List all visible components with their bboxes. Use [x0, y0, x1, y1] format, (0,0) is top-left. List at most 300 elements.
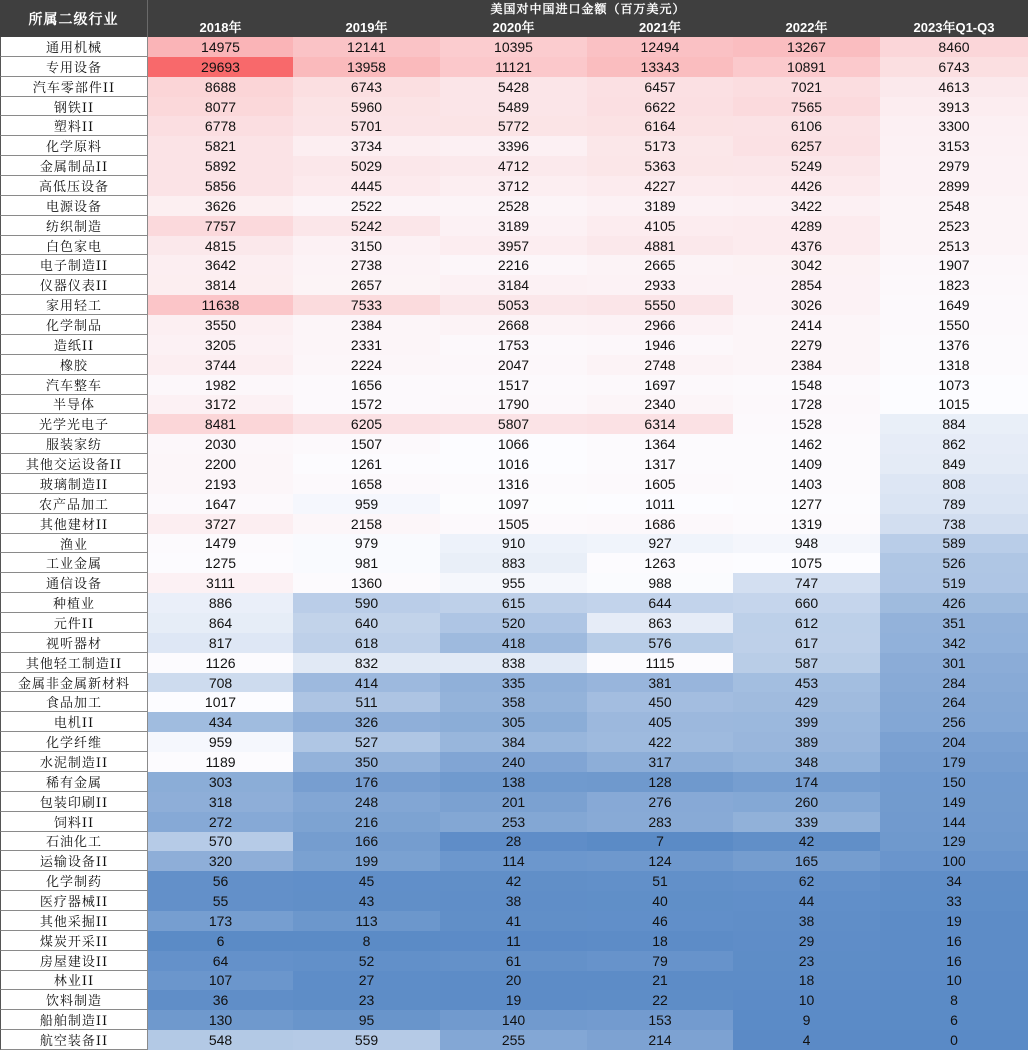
- heatmap-cell: 5489: [440, 97, 587, 117]
- heatmap-cell: 519: [880, 573, 1028, 593]
- heatmap-cell: 350: [293, 752, 440, 772]
- heatmap-cell: 1277: [733, 494, 880, 514]
- heatmap-cell: 955: [440, 573, 587, 593]
- heatmap-cell: 144: [880, 812, 1028, 832]
- heatmap-cell: 95: [293, 1010, 440, 1030]
- heatmap-cell: 817: [148, 633, 293, 653]
- heatmap-cell: 808: [880, 474, 1028, 494]
- heatmap-cell: 8: [293, 931, 440, 951]
- column-header-2019: 2019年: [345, 20, 388, 35]
- heatmap-cell: 12494: [587, 37, 733, 57]
- heatmap-cell: 176: [293, 772, 440, 792]
- heatmap-cell: 13958: [293, 57, 440, 77]
- heatmap-cell: 201: [440, 792, 587, 812]
- heatmap-cell: 862: [880, 434, 1028, 454]
- heatmap-cell: 23: [733, 951, 880, 971]
- row-label: 服装家纺: [0, 434, 148, 454]
- heatmap-cell: 2668: [440, 315, 587, 335]
- heatmap-cell: 3814: [148, 275, 293, 295]
- heatmap-cell: 1075: [733, 553, 880, 573]
- heatmap-cell: 5053: [440, 295, 587, 315]
- heatmap-cell: 526: [880, 553, 1028, 573]
- heatmap-cell: 2279: [733, 335, 880, 355]
- heatmap-cell: 342: [880, 633, 1028, 653]
- row-label: 化学原料: [0, 136, 148, 156]
- heatmap-cell: 8: [880, 990, 1028, 1010]
- row-label: 光学光电子: [0, 414, 148, 434]
- heatmap-cell: 389: [733, 732, 880, 752]
- heatmap-cell: 124: [587, 851, 733, 871]
- heatmap-cell: 23: [293, 990, 440, 1010]
- heatmap-cell: 248: [293, 792, 440, 812]
- heatmap-cell: 1263: [587, 553, 733, 573]
- heatmap-cell: 11121: [440, 57, 587, 77]
- heatmap-cell: 284: [880, 673, 1028, 693]
- heatmap-cell: 618: [293, 633, 440, 653]
- heatmap-cell: 4227: [587, 176, 733, 196]
- heatmap-cell: 2657: [293, 275, 440, 295]
- heatmap-cell: 2933: [587, 275, 733, 295]
- heatmap-cell: 2665: [587, 255, 733, 275]
- heatmap-cell: 10395: [440, 37, 587, 57]
- heatmap-cell: 10: [880, 971, 1028, 991]
- heatmap-cell: 1823: [880, 275, 1028, 295]
- heatmap-cell: 14975: [148, 37, 293, 57]
- heatmap-cell: 863: [587, 613, 733, 633]
- row-label: 金属非金属新材料: [0, 673, 148, 693]
- row-label: 医疗器械II: [0, 891, 148, 911]
- heatmap-cell: 51: [587, 871, 733, 891]
- heatmap-cell: 276: [587, 792, 733, 812]
- heatmap-cell: 114: [440, 851, 587, 871]
- row-label: 船舶制造II: [0, 1010, 148, 1030]
- heatmap-cell: 43: [293, 891, 440, 911]
- heatmap-cell: 326: [293, 712, 440, 732]
- heatmap-cell: 988: [587, 573, 733, 593]
- row-label: 其他建材II: [0, 514, 148, 534]
- heatmap-cell: 511: [293, 692, 440, 712]
- heatmap-cell: 1647: [148, 494, 293, 514]
- heatmap-cell: 3184: [440, 275, 587, 295]
- heatmap-cell: 959: [148, 732, 293, 752]
- row-label: 渔业: [0, 534, 148, 554]
- heatmap-cell: 6: [880, 1010, 1028, 1030]
- heatmap-cell: 317: [587, 752, 733, 772]
- heatmap-cell: 33: [880, 891, 1028, 911]
- heatmap-cell: 2979: [880, 156, 1028, 176]
- heatmap-cell: 5249: [733, 156, 880, 176]
- heatmap-cell: 590: [293, 593, 440, 613]
- heatmap-cell: 434: [148, 712, 293, 732]
- row-label: 汽车整车: [0, 375, 148, 395]
- row-label: 橡胶: [0, 355, 148, 375]
- heatmap-cell: 2738: [293, 255, 440, 275]
- heatmap-cell: 1548: [733, 375, 880, 395]
- heatmap-cell: 0: [880, 1030, 1028, 1050]
- heatmap-cell: 2158: [293, 514, 440, 534]
- heatmap-cell: 3153: [880, 136, 1028, 156]
- heatmap-cell: 2030: [148, 434, 293, 454]
- heatmap-cell: 305: [440, 712, 587, 732]
- heatmap-cell: 3727: [148, 514, 293, 534]
- heatmap-cell: 5029: [293, 156, 440, 176]
- heatmap-cell: 644: [587, 593, 733, 613]
- heatmap-cell: 4613: [880, 77, 1028, 97]
- heatmap-cell: 29: [733, 931, 880, 951]
- heatmap-cell: 3913: [880, 97, 1028, 117]
- heatmap-cell: 1126: [148, 653, 293, 673]
- row-label: 造纸II: [0, 335, 148, 355]
- heatmap-cell: 34: [880, 871, 1028, 891]
- table-header: [0, 0, 1028, 37]
- row-label: 通信设备: [0, 573, 148, 593]
- heatmap-cell: 3550: [148, 315, 293, 335]
- heatmap-cell: 1753: [440, 335, 587, 355]
- heatmap-cell: 8077: [148, 97, 293, 117]
- heatmap-cell: 56: [148, 871, 293, 891]
- heatmap-cell: 11638: [148, 295, 293, 315]
- row-label: 其他采掘II: [0, 911, 148, 931]
- row-label: 钢铁II: [0, 97, 148, 117]
- heatmap-cell: 21: [587, 971, 733, 991]
- heatmap-cell: 981: [293, 553, 440, 573]
- heatmap-cell: 8460: [880, 37, 1028, 57]
- row-label: 化学制药: [0, 871, 148, 891]
- row-label: 饲料II: [0, 812, 148, 832]
- heatmap-cell: 4445: [293, 176, 440, 196]
- heatmap-cell: 348: [733, 752, 880, 772]
- heatmap-cell: 140: [440, 1010, 587, 1030]
- heatmap-cell: 708: [148, 673, 293, 693]
- heatmap-cell: 4: [733, 1030, 880, 1050]
- heatmap-cell: 4376: [733, 236, 880, 256]
- heatmap-cell: 301: [880, 653, 1028, 673]
- heatmap-cell: 52: [293, 951, 440, 971]
- heatmap-cell: 381: [587, 673, 733, 693]
- heatmap-cell: 2224: [293, 355, 440, 375]
- heatmap-cell: 5173: [587, 136, 733, 156]
- column-header-2022: 2022年: [785, 20, 828, 35]
- heatmap-cell: 3189: [587, 196, 733, 216]
- heatmap-cell: 100: [880, 851, 1028, 871]
- heatmap-cell: 2047: [440, 355, 587, 375]
- row-label: 电源设备: [0, 196, 148, 216]
- heatmap-cell: 10891: [733, 57, 880, 77]
- heatmap-cell: 450: [587, 692, 733, 712]
- heatmap-cell: 414: [293, 673, 440, 693]
- row-label: 化学纤维: [0, 732, 148, 752]
- row-label: 半导体: [0, 395, 148, 415]
- heatmap-cell: 6622: [587, 97, 733, 117]
- heatmap-cell: 6: [148, 931, 293, 951]
- heatmap-cell: 3172: [148, 395, 293, 415]
- heatmap-cell: 1376: [880, 335, 1028, 355]
- heatmap-cell: 7021: [733, 77, 880, 97]
- heatmap-cell: 150: [880, 772, 1028, 792]
- heatmap-cell: 559: [293, 1030, 440, 1050]
- heatmap-cell: 5428: [440, 77, 587, 97]
- heatmap-cell: 128: [587, 772, 733, 792]
- heatmap-cell: 3042: [733, 255, 880, 275]
- heatmap-cell: 849: [880, 454, 1028, 474]
- heatmap-cell: 165: [733, 851, 880, 871]
- row-label: 种植业: [0, 593, 148, 613]
- heatmap-cell: 4712: [440, 156, 587, 176]
- heatmap-cell: 1605: [587, 474, 733, 494]
- heatmap-cell: 18: [733, 971, 880, 991]
- row-label: 包装印刷II: [0, 792, 148, 812]
- heatmap-cell: 38: [440, 891, 587, 911]
- heatmap-cell: 617: [733, 633, 880, 653]
- heatmap-cell: 1505: [440, 514, 587, 534]
- heatmap-cell: 2523: [880, 216, 1028, 236]
- heatmap-cell: 2854: [733, 275, 880, 295]
- heatmap-cell: 3111: [148, 573, 293, 593]
- heatmap-cell: 214: [587, 1030, 733, 1050]
- row-header-title: 所属二级行业: [0, 0, 148, 37]
- heatmap-cell: 79: [587, 951, 733, 971]
- heatmap-cell: 174: [733, 772, 880, 792]
- heatmap-cell: 2548: [880, 196, 1028, 216]
- heatmap-cell: 13343: [587, 57, 733, 77]
- row-label: 元件II: [0, 613, 148, 633]
- heatmap-cell: 612: [733, 613, 880, 633]
- heatmap-cell: 46: [587, 911, 733, 931]
- heatmap-cell: 256: [880, 712, 1028, 732]
- heatmap-cell: 4815: [148, 236, 293, 256]
- heatmap-cell: 44: [733, 891, 880, 911]
- heatmap-cell: 27: [293, 971, 440, 991]
- heatmap-cell: 13267: [733, 37, 880, 57]
- heatmap-cell: 3744: [148, 355, 293, 375]
- heatmap-cell: 8481: [148, 414, 293, 434]
- heatmap-cell: 527: [293, 732, 440, 752]
- heatmap-cell: 2216: [440, 255, 587, 275]
- row-label: 视听器材: [0, 633, 148, 653]
- row-label: 化学制品: [0, 315, 148, 335]
- heatmap-cell: 520: [440, 613, 587, 633]
- heatmap-cell: 173: [148, 911, 293, 931]
- heatmap-cell: 6743: [880, 57, 1028, 77]
- heatmap-cell: 1507: [293, 434, 440, 454]
- heatmap-cell: 4881: [587, 236, 733, 256]
- heatmap-cell: 6257: [733, 136, 880, 156]
- heatmap-cell: 253: [440, 812, 587, 832]
- heatmap-cell: 548: [148, 1030, 293, 1050]
- row-label: 高低压设备: [0, 176, 148, 196]
- heatmap-cell: 1015: [880, 395, 1028, 415]
- heatmap-cell: 979: [293, 534, 440, 554]
- row-label: 石油化工: [0, 832, 148, 852]
- heatmap-cell: 339: [733, 812, 880, 832]
- heatmap-cell: 927: [587, 534, 733, 554]
- heatmap-cell: 28: [440, 832, 587, 852]
- heatmap-cell: 1790: [440, 395, 587, 415]
- heatmap-cell: 1317: [587, 454, 733, 474]
- heatmap-cell: 405: [587, 712, 733, 732]
- heatmap-cell: 11: [440, 931, 587, 951]
- heatmap-cell: 7565: [733, 97, 880, 117]
- heatmap-cell: 1011: [587, 494, 733, 514]
- heatmap-cell: 16: [880, 951, 1028, 971]
- heatmap-cell: 61: [440, 951, 587, 971]
- heatmap-cell: 264: [880, 692, 1028, 712]
- heatmap-cell: 12141: [293, 37, 440, 57]
- heatmap-cell: 36: [148, 990, 293, 1010]
- row-label: 其他轻工制造II: [0, 653, 148, 673]
- heatmap-cell: 738: [880, 514, 1028, 534]
- heatmap-cell: 38: [733, 911, 880, 931]
- heatmap-cell: 789: [880, 494, 1028, 514]
- heatmap-cell: 453: [733, 673, 880, 693]
- heatmap-cell: 4426: [733, 176, 880, 196]
- heatmap-cell: 2513: [880, 236, 1028, 256]
- heatmap-cell: 1066: [440, 434, 587, 454]
- heatmap-cell: 10: [733, 990, 880, 1010]
- row-label: 专用设备: [0, 57, 148, 77]
- heatmap-cell: 1728: [733, 395, 880, 415]
- heatmap-cell: 1946: [587, 335, 733, 355]
- heatmap-cell: 1686: [587, 514, 733, 534]
- heatmap-cell: 832: [293, 653, 440, 673]
- heatmap-cell: 153: [587, 1010, 733, 1030]
- heatmap-cell: 18: [587, 931, 733, 951]
- heatmap-cell: 3957: [440, 236, 587, 256]
- heatmap-cell: 130: [148, 1010, 293, 1030]
- heatmap-cell: 576: [587, 633, 733, 653]
- heatmap-cell: 5807: [440, 414, 587, 434]
- heatmap-cell: 910: [440, 534, 587, 554]
- heatmap-cell: 3712: [440, 176, 587, 196]
- column-header-2018: 2018年: [199, 20, 242, 35]
- heatmap-cell: 2414: [733, 315, 880, 335]
- heatmap-cell: 1016: [440, 454, 587, 474]
- heatmap-cell: 418: [440, 633, 587, 653]
- heatmap-cell: 41: [440, 911, 587, 931]
- heatmap-cell: 5821: [148, 136, 293, 156]
- heatmap-cell: 7: [587, 832, 733, 852]
- heatmap-cell: 864: [148, 613, 293, 633]
- column-header-2021: 2021年: [639, 20, 681, 35]
- heatmap-cell: 1656: [293, 375, 440, 395]
- row-label: 汽车零部件II: [0, 77, 148, 97]
- heatmap-cell: 3642: [148, 255, 293, 275]
- heatmap-cell: 2748: [587, 355, 733, 375]
- row-label: 饮料制造: [0, 990, 148, 1010]
- heatmap-cell: 2384: [733, 355, 880, 375]
- chart-title: 美国对中国进口金额（百万美元）: [490, 2, 686, 16]
- heatmap-cell: 55: [148, 891, 293, 911]
- heatmap-cell: 2331: [293, 335, 440, 355]
- heatmap-cell: 8688: [148, 77, 293, 97]
- heatmap-cell: 3150: [293, 236, 440, 256]
- row-label: 玻璃制造II: [0, 474, 148, 494]
- row-label: 电子制造II: [0, 255, 148, 275]
- heatmap-cell: 19: [880, 911, 1028, 931]
- heatmap-cell: 4105: [587, 216, 733, 236]
- heatmap-cell: 1316: [440, 474, 587, 494]
- row-label: 稀有金属: [0, 772, 148, 792]
- heatmap-cell: 166: [293, 832, 440, 852]
- heatmap-cell: 149: [880, 792, 1028, 812]
- heatmap-cell: 959: [293, 494, 440, 514]
- heatmap-cell: 3205: [148, 335, 293, 355]
- heatmap-cell: 1073: [880, 375, 1028, 395]
- heatmap-cell: 1462: [733, 434, 880, 454]
- heatmap-cell: 3422: [733, 196, 880, 216]
- row-label: 纺织制造: [0, 216, 148, 236]
- heatmap-cell: 1982: [148, 375, 293, 395]
- row-label: 房屋建设II: [0, 951, 148, 971]
- heatmap-cell: 5856: [148, 176, 293, 196]
- heatmap-cell: 1097: [440, 494, 587, 514]
- heatmap-cell: 426: [880, 593, 1028, 613]
- row-label: 农产品加工: [0, 494, 148, 514]
- heatmap-cell: 2200: [148, 454, 293, 474]
- heatmap-cell: 1189: [148, 752, 293, 772]
- heatmap-cell: 1115: [587, 653, 733, 673]
- column-header-2023-q1-q3: 2023年Q1-Q3: [913, 20, 995, 35]
- heatmap-cell: 589: [880, 534, 1028, 554]
- heatmap-cell: 5772: [440, 116, 587, 136]
- heatmap-cell: 3626: [148, 196, 293, 216]
- heatmap-cell: 1550: [880, 315, 1028, 335]
- heatmap-cell: 45: [293, 871, 440, 891]
- heatmap-cell: 216: [293, 812, 440, 832]
- heatmap-cell: 283: [587, 812, 733, 832]
- heatmap-cell: 5892: [148, 156, 293, 176]
- row-label: 工业金属: [0, 553, 148, 573]
- heatmap-cell: 22: [587, 990, 733, 1010]
- heatmap-cell: 1907: [880, 255, 1028, 275]
- row-label: 林业II: [0, 971, 148, 991]
- heatmap-cell: 138: [440, 772, 587, 792]
- row-label: 金属制品II: [0, 156, 148, 176]
- heatmap-cell: 429: [733, 692, 880, 712]
- heatmap-cell: 6106: [733, 116, 880, 136]
- heatmap-cell: 179: [880, 752, 1028, 772]
- heatmap-cell: 3026: [733, 295, 880, 315]
- row-label: 塑料II: [0, 116, 148, 136]
- heatmap-cell: 6778: [148, 116, 293, 136]
- heatmap-cell: 6205: [293, 414, 440, 434]
- heatmap-cell: 260: [733, 792, 880, 812]
- heatmap-cell: 6457: [587, 77, 733, 97]
- heatmap-cell: 129: [880, 832, 1028, 852]
- heatmap-cell: 587: [733, 653, 880, 673]
- row-label: 家用轻工: [0, 295, 148, 315]
- row-label: 通用机械: [0, 37, 148, 57]
- heatmap-cell: 1017: [148, 692, 293, 712]
- heatmap-cell: 5701: [293, 116, 440, 136]
- heatmap-cell: 6164: [587, 116, 733, 136]
- heatmap-cell: 320: [148, 851, 293, 871]
- heatmap-cell: 2899: [880, 176, 1028, 196]
- row-label: 其他交运设备II: [0, 454, 148, 474]
- table-body: [0, 37, 1028, 1050]
- heatmap-cell: 9: [733, 1010, 880, 1030]
- heatmap-cell: 3189: [440, 216, 587, 236]
- heatmap-cell: 884: [880, 414, 1028, 434]
- heatmap-cell: 1479: [148, 534, 293, 554]
- heatmap-cell: 1275: [148, 553, 293, 573]
- heatmap-cell: 303: [148, 772, 293, 792]
- heatmap-cell: 384: [440, 732, 587, 752]
- heatmap-cell: 838: [440, 653, 587, 673]
- heatmap-cell: 1572: [293, 395, 440, 415]
- heatmap-cell: 113: [293, 911, 440, 931]
- heatmap-cell: 62: [733, 871, 880, 891]
